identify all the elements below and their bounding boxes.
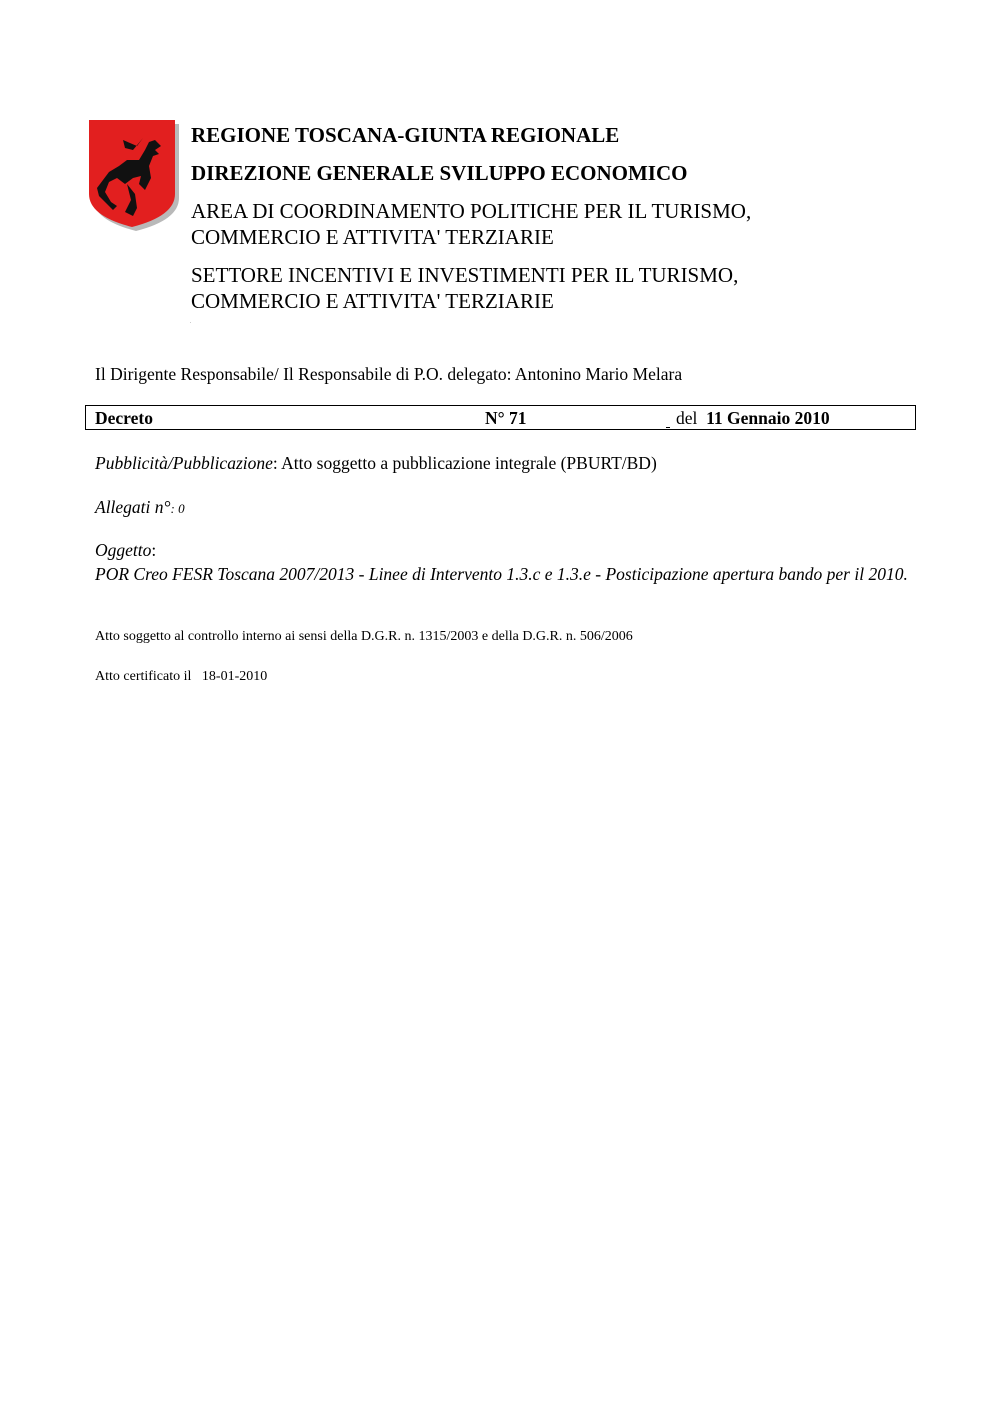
responsible-manager: Il Dirigente Responsabile/ Il Responsabile di P.O. delegato: Antonino Mario Melara — [95, 364, 683, 384]
coordination-area — [191, 198, 951, 250]
regione-toscana-crest-icon — [89, 120, 179, 231]
decree-date-value: 11 Gennaio 2010 — [706, 408, 830, 428]
subject-label: Oggetto — [95, 540, 152, 560]
decree-header-box — [85, 405, 916, 430]
publication-line — [95, 453, 657, 474]
attachments-line — [95, 497, 185, 518]
region-name: REGIONE TOSCANA-GIUNTA REGIONALE — [191, 123, 620, 147]
subject-heading — [95, 540, 156, 561]
issuing-authority — [191, 122, 951, 314]
coordination-area-line-1: AREA DI COORDINAMENTO POLITICHE PER IL TURISMO, — [191, 199, 752, 223]
sector-name — [191, 262, 951, 314]
decree-number: N° 71 — [485, 408, 527, 428]
decree-label: Decreto — [95, 408, 153, 428]
sector-name-line-1: SETTORE INCENTIVI E INVESTIMENTI PER IL TURISMO, — [191, 263, 739, 287]
attachments-label: Allegati n° — [95, 497, 171, 517]
decorative-dot — [190, 322, 191, 323]
coordination-area-line-2: COMMERCIO E ATTIVITA' TERZIARIE — [191, 225, 554, 249]
sector-name-line-2: COMMERCIO E ATTIVITA' TERZIARIE — [191, 289, 554, 313]
attachments-count: : 0 — [170, 501, 185, 516]
certification-note: Atto certificato il 18-01-2010 — [95, 669, 268, 684]
subject-colon: : — [151, 540, 157, 560]
direction-name: DIREZIONE GENERALE SVILUPPO ECONOMICO — [191, 161, 688, 185]
publication-label: Pubblicità/Pubblicazione — [95, 453, 273, 473]
divider — [666, 427, 670, 428]
internal-control-note: Atto soggetto al controllo interno ai sensi della D.G.R. n. 1315/2003 e della D.G.R. n. 506/2006 — [95, 629, 633, 644]
decree-date — [676, 408, 830, 429]
decree-date-prefix: del — [676, 408, 698, 428]
subject-text: POR Creo FESR Toscana 2007/2013 - Linee di Intervento 1.3.c e 1.3.e - Posticipazione apertura bando per il 2010. — [95, 564, 908, 584]
publication-value: : Atto soggetto a pubblicazione integrale (PBURT/BD) — [272, 453, 657, 473]
